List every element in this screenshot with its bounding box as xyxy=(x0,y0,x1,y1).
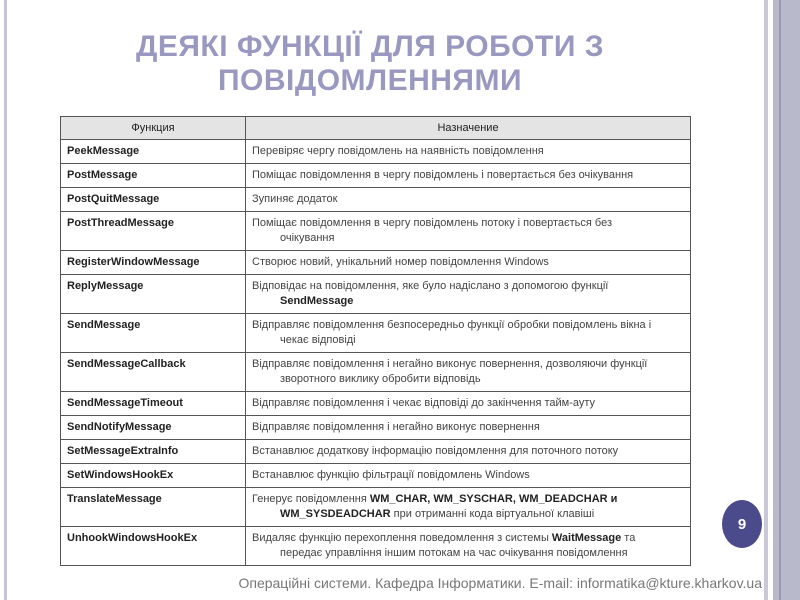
table-row xyxy=(61,464,691,488)
function-name: SetMessageExtraInfo xyxy=(61,440,246,464)
function-description xyxy=(246,212,691,251)
function-description xyxy=(246,164,691,188)
header-purpose: Назначение xyxy=(246,117,691,140)
table-row xyxy=(61,251,691,275)
function-name: SendMessageCallback xyxy=(61,353,246,392)
function-description xyxy=(246,314,691,353)
table-row xyxy=(61,392,691,416)
description-line2 xyxy=(252,546,684,561)
description-line1 xyxy=(252,144,684,159)
description-line2 xyxy=(252,333,684,348)
function-description xyxy=(246,416,691,440)
right-decorative-line xyxy=(779,0,781,600)
function-name: PostMessage xyxy=(61,164,246,188)
description-line1 xyxy=(252,396,684,411)
function-name: TranslateMessage xyxy=(61,488,246,527)
function-description xyxy=(246,488,691,527)
table-row xyxy=(61,527,691,566)
description-text: Зупиняє додаток xyxy=(252,193,338,205)
table-row xyxy=(61,275,691,314)
function-description xyxy=(246,527,691,566)
slide-title: ДЕЯКІ ФУНКЦІЇ ДЛЯ РОБОТИ З ПОВІДОМЛЕННЯМИ xyxy=(135,30,605,97)
function-description xyxy=(246,275,691,314)
description-line1 xyxy=(252,216,684,231)
description-line1 xyxy=(252,255,684,270)
description-bold-text: SendMessage xyxy=(280,295,354,307)
table-row xyxy=(61,188,691,212)
description-text: зворотного виклику обробити відповідь xyxy=(280,373,481,385)
table-row xyxy=(61,353,691,392)
description-line2 xyxy=(252,372,684,387)
right-decorative-strip xyxy=(773,0,800,600)
description-text: та xyxy=(621,532,636,544)
description-bold-text: WaitMessage xyxy=(551,532,622,544)
function-description xyxy=(246,464,691,488)
function-name: SendMessageTimeout xyxy=(61,392,246,416)
description-text: при отриманні кода віртуальної клавіші xyxy=(390,508,595,520)
function-name: SetWindowsHookEx xyxy=(61,464,246,488)
description-line2 xyxy=(252,507,684,522)
description-text: Відповідає на повідомлення, яке було надіслано з допомогою функції xyxy=(252,280,609,292)
table-row xyxy=(61,488,691,527)
left-border-line xyxy=(4,0,7,600)
table-row xyxy=(61,140,691,164)
description-line2 xyxy=(252,294,684,309)
description-line1 xyxy=(252,318,684,333)
description-text: Встанавлює додаткову інформацію повідомлення для поточного потоку xyxy=(252,445,619,457)
function-name: PostThreadMessage xyxy=(61,212,246,251)
table-header-row xyxy=(61,117,691,140)
description-text: передає управління іншим потокам на час очікування повідомлення xyxy=(280,547,628,559)
description-bold-text: WM_SYSDEADCHAR xyxy=(280,508,391,520)
description-line1 xyxy=(252,468,684,483)
function-name: SendMessage xyxy=(61,314,246,353)
description-line1 xyxy=(252,531,684,546)
function-description xyxy=(246,392,691,416)
description-line1 xyxy=(252,357,684,372)
function-name: SendNotifyMessage xyxy=(61,416,246,440)
function-name: PeekMessage xyxy=(61,140,246,164)
table-row xyxy=(61,212,691,251)
function-description xyxy=(246,188,691,212)
function-name: UnhookWindowsHookEx xyxy=(61,527,246,566)
description-line1 xyxy=(252,279,684,294)
description-line1 xyxy=(252,168,684,183)
page-number-badge: 9 xyxy=(722,500,762,548)
description-text: Генерує повідомлення xyxy=(252,493,370,505)
description-text: Перевіряє чергу повідомлень на наявність повідомлення xyxy=(252,145,544,157)
description-text: Відправляє повідомлення і чекає відповіді до закінчення тайм-ауту xyxy=(252,397,596,409)
table-body xyxy=(61,140,691,566)
description-text: Відправляє повідомлення безпосередньо функції обробки повідомлень вікна і xyxy=(252,319,652,331)
right-border-line xyxy=(764,0,768,600)
function-name: RegisterWindowMessage xyxy=(61,251,246,275)
description-text: Видаляє функцію перехоплення поведомлення з системы xyxy=(252,532,552,544)
description-line1 xyxy=(252,192,684,207)
function-name: PostQuitMessage xyxy=(61,188,246,212)
function-description xyxy=(246,140,691,164)
description-text: Встанавлює функцію фільтрації повідомлень Windows xyxy=(252,469,530,481)
description-line1 xyxy=(252,444,684,459)
table-row xyxy=(61,440,691,464)
function-description xyxy=(246,440,691,464)
table-row xyxy=(61,164,691,188)
function-name: ReplyMessage xyxy=(61,275,246,314)
description-text: Відправляє повідомлення і негайно виконує повернення, дозволяючи функції xyxy=(252,358,648,370)
description-text: Поміщає повідомлення в чергу повідомлень потоку і повертається без xyxy=(252,217,612,229)
description-text: чекає відповіді xyxy=(280,334,356,346)
function-description xyxy=(246,353,691,392)
table-row xyxy=(61,416,691,440)
description-line1 xyxy=(252,492,684,507)
description-bold-text: WM_CHAR, WM_SYSCHAR, WM_DEADCHAR и xyxy=(369,493,618,505)
table-row xyxy=(61,314,691,353)
footer-text: Операційні системи. Кафедра Інформатики. E-mail: informatika@kture.kharkov.ua xyxy=(238,575,762,591)
description-text: Створює новий, унікальний номер повідомлення Windows xyxy=(252,256,549,268)
functions-table xyxy=(60,116,691,566)
function-description xyxy=(246,251,691,275)
description-line1 xyxy=(252,420,684,435)
description-text: Поміщає повідомлення в чергу повідомлень і повертається без очікування xyxy=(252,169,634,181)
description-text: очікування xyxy=(280,232,335,244)
header-function: Функция xyxy=(61,117,246,140)
description-text: Відправляє повідомлення і негайно виконує повернення xyxy=(252,421,540,433)
description-line2 xyxy=(252,231,684,246)
